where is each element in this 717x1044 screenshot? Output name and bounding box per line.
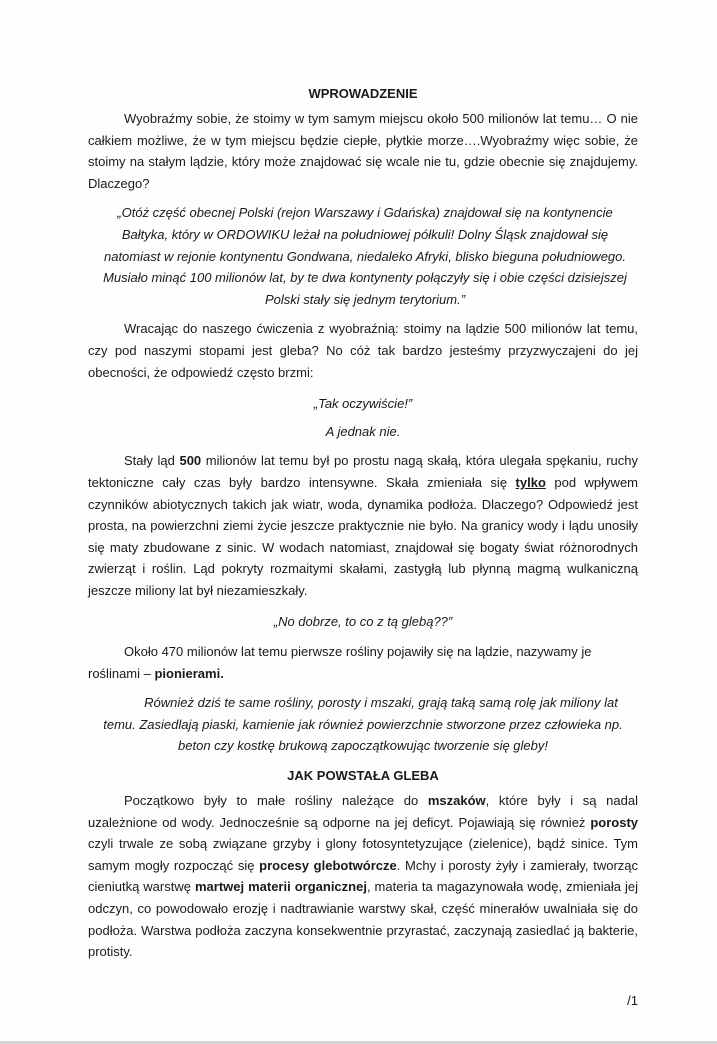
text-run: Około 470 milionów lat temu pierwsze rośliny pojawiły się na lądzie, nazywamy je roślinami – (88, 644, 592, 681)
question-text: „No dobrze, to co z tą glebą??” (273, 614, 453, 630)
heading-jak-powstala-gleba: JAK POWSTAŁA GLEBA (287, 768, 439, 784)
answer-text: A jednak nie. (325, 423, 401, 439)
paragraph-pioneers (88, 641, 638, 684)
text-run: , które były i są nadal uzależnione od wody. Jednocześnie są odporne na jej deficyt. Pojawiają się również (88, 793, 638, 830)
text-run: , materia ta magazynowała wodę, zmieniała jej odczyn, co powodowało erozję i nadtrawianie warstwy skał, część minerałów uwalniała się do podłoża. Warstwa podłoża zaczyna konsekwentnie przyrastać, zaczynają zasiedlać ją bakterie, protisty. (88, 879, 638, 960)
paragraph-bare-rock (88, 450, 638, 601)
bold-procesy-glebotworcze: procesy glebotwórcze (259, 857, 397, 873)
page-number: /1 (627, 992, 638, 1008)
text-run: . Mchy i porosty żyły i zamierały, tworząc cieniutką warstwę (88, 857, 638, 895)
text-run: Stały ląd (124, 453, 180, 469)
bold-500: 500 (179, 453, 202, 469)
text-run: pod wpływem czynników abiotycznych takich jak wiatr, woda, dynamika podłoża. Dlaczego? Odpowiedź jest prosta, na powierzchni ziemi życie jeszcze praktycznie nie było. Na granicy wody i lądu unosiły się maty zbudowane z sinic. W wodach natomiast, znajdował się bogaty świat różnorodnych zwierząt i roślin. Ląd pokryty rozmaitymi skałami, zastygłą lub płynną magmą wulkaniczną jeszcze miliony lat był niezamieszkały. (88, 474, 639, 598)
text-run: milionów lat temu był po prostu nagą skałą, która ulegała spękaniu, ruchy tektoniczne cały czas były bardzo intensywne. Skała zmieniała się (88, 453, 638, 490)
heading-wprowadzenie: WPROWADZENIE (308, 86, 418, 101)
paragraph-imagination: Wracając do naszego ćwiczenia z wyobraźnią: stoimy na lądzie 500 milionów lat temu, czy pod naszymi stopami jest gleba? No cóż tak bardzo jesteśmy przyzwyczajeni do jej obecności, że odpowiedź często brzmi: (88, 321, 638, 380)
bold-porosty: porosty (590, 814, 638, 830)
text-run: Początkowo były to małe rośliny należące do (124, 793, 428, 809)
bold-underlined-tylko: tylko (515, 474, 546, 490)
document-content (88, 83, 638, 963)
bold-martwej-materii: martwej materii organicznej (194, 879, 367, 895)
intro-paragraph: Wyobraźmy sobie, że stoimy w tym samym miejscu około 500 milionów lat temu… O nie całkiem możliwe, że w tym miejscu będzie ciepłe, płytkie morze….Wyobraźmy więc sobie, że stoimy na stałym lądzie, który może znajdować się wcale nie tu, gdzie obecnie się znajdujemy. Dlaczego? (88, 111, 638, 191)
page-bottom-divider (0, 1041, 717, 1044)
bold-pionierami: pionierami. (154, 665, 224, 681)
quote-ordowik: „Otóż część obecnej Polski (rejon Warszawy i Gdańska) znajdował się na kontynencie Bałtyka, który w ORDOWIKU leżał na południowej półkuli! Dolny Śląsk znajdował się natomiast w rejonie kontynentu Gondwana, niedaleko Afryki, blisko bieguna południowego. Musiało minąć 100 milionów lat, by te dwa kontynenty połączyły się i obie części dzisiejszej Polski stały się jednym terytorium.” (103, 205, 627, 307)
exclamation-text: „Tak oczywiście!” (313, 396, 413, 412)
bold-mszakow: mszaków (427, 793, 486, 809)
quote-today: Również dziś te same rośliny, porosty i mszaki, grają taką samą rolę jak miliony lat temu. Zasiedlają piaski, kamienie jak również powierzchnie stworzone przez człowieka np. beton czy kostkę brukową zapoczątkowując tworzenie się gleby! (103, 695, 623, 754)
paragraph-soil-formation (88, 790, 638, 963)
text-run: czyli trwale ze sobą związane grzyby i glony fotosyntetyzujące (zielenice), bądź sinice. Tym samym mogły rozpocząć się (88, 836, 638, 873)
